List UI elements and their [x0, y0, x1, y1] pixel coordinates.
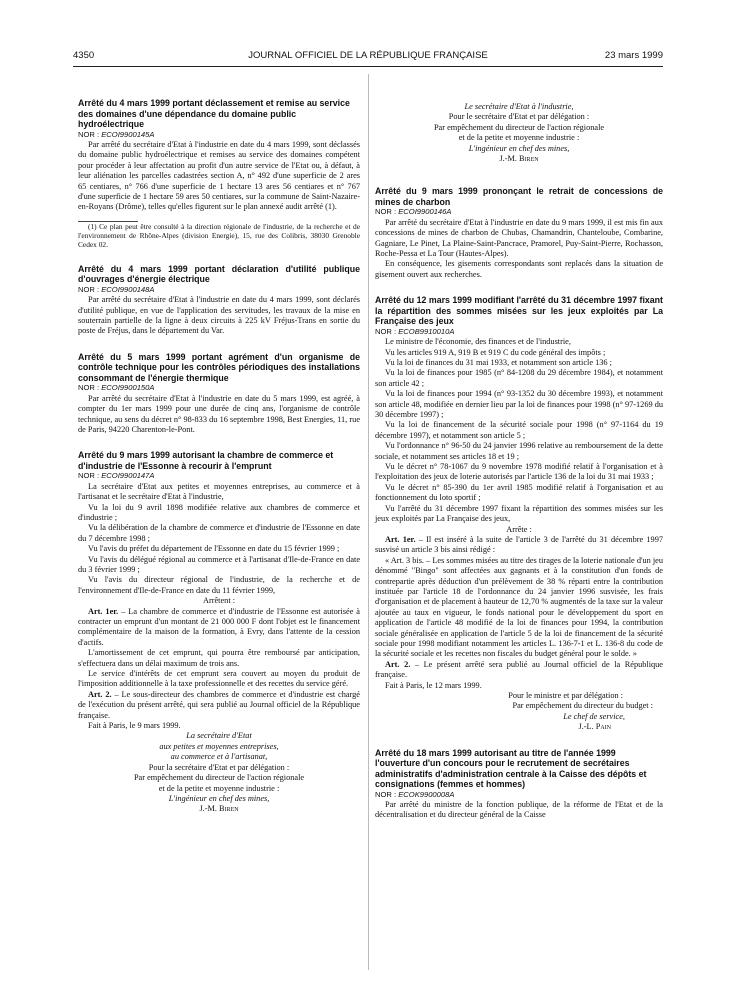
article-body: Par arrêté du secrétaire d'Etat à l'industrie en date du 9 mars 1999, il est mis fin aux concessions de mines de charbon de Chubas, Chamandrin, Chanteloube, Combarine, Gagniare, Le Pinet, La Plaine-Saint-Pancrace, Pramorel, Puy-Saint-Pierre, Rochasson, Roche-Pessa et La Tour (Hautes-Alpes). [375, 217, 663, 259]
article-body: Par arrêté du secrétaire d'Etat à l'industrie en date du 4 mars 1999, sont déclarés d'utilité publique, en vue de l'application des servitudes, les travaux de la mise en souterrain partielle de la ligne à deux circuits à 225 kV Fréjus-Trans en sortie du poste de Fréjus, dans le département du Var. [78, 295, 360, 336]
signature-line: Par empêchement du directeur de l'action régionale [133, 773, 305, 783]
article-title: Arrêté du 5 mars 1999 portant agrément d'un organisme de contrôle technique pour les contrôles périodiques des installations consommant de l'énergie thermique [78, 351, 360, 383]
signature-line: Le chef de service, [563, 711, 625, 721]
article-declassement [78, 98, 360, 249]
article-retrait-concessions [375, 186, 663, 280]
footnote: (1) Ce plan peut être consulté à la direction régionale de l'industrie, de la recherche et de l'environnement de Rhône-Alpes (division Energie), 15, rue des Colibris, 38030 Grenoble Cedex 02. [78, 221, 360, 249]
signature-line: L'ingénieur en chef des mines, [468, 143, 570, 153]
signature-line: Par empêchement du directeur du budget : [512, 701, 653, 711]
nor-reference: NOR : ECOI9900146A [375, 207, 452, 217]
signature-line: et de la petite et moyenne industrie : [458, 133, 580, 143]
signatory-name: J.-M. Biren [199, 804, 239, 814]
signature-line: L'ingénieur en chef des mines, [168, 793, 270, 803]
issue-date: 23 mars 1999 [604, 50, 663, 61]
signature-line: au commerce et à l'artisanat, [170, 752, 268, 762]
signature-line: Le secrétaire d'Etat à l'industrie, [464, 102, 574, 111]
visa-line: Vu le décret n° 78-1067 du 9 novembre 1978 modifié relatif à l'organisation et à l'exploitation des jeux de loterie autorisés par l'article 136 de la loi du 31 mai 1933 ; [375, 462, 663, 482]
column-divider [368, 74, 369, 970]
visa-line: Vu la loi de finances pour 1994 (n° 93-1352 du 30 décembre 1993), et notamment son article 48, modifiée en dernier lieu par la loi de finances pour 1998 (n° 97-1269 du 30 décembre 1997) ; [375, 389, 663, 420]
article-concours-cdc [375, 748, 663, 821]
article-body: Par arrêté du secrétaire d'Etat à l'industrie en date du 4 mars 1999, sont déclassés du domaine public hydroélectrique et remises au service des domaines compétent pour procéder à leur affectation au profit d'un autre service de l'Etat ou, à défaut, à leur aliénation les parcelles cadastrées section A, n° 492 d'une superficie de 2 ares 65 centiares, n° 766 d'une superficie de 1 hectare 13 ares 56 centiares et n° 767 d'une superficie de 1 hectare 59 ares 50 centiares, sur la commune de Saint-Nazaire-en-Royans (Drôme), telles qu'elles figurent sur le plan annexé audit arrêté (1). [78, 139, 360, 212]
article-paragraph: Le service d'intérêts de cet emprunt sera couvert au moyen du produit de l'imposition additionnelle à la taxe professionnelle et des recettes du service géré. [78, 669, 360, 689]
nor-reference: NOR : ECOI9900145A [78, 129, 155, 139]
visa-line: Vu les articles 919 A, 919 B et 919 C du code général des impôts ; [385, 347, 606, 357]
article-body: Par arrêté du secrétaire d'Etat à l'industrie en date du 5 mars 1999, est agréé, à compter du 1er mars 1999 pour une durée de cinq ans, l'organisme de contrôle technique, au sens du décret n° 98-833 du 16 septembre 1998, Best Energies, 11, rue de Paris, 94220 Charenton-le-Pont. [78, 393, 360, 434]
article-body: Par arrêté du ministre de la fonction publique, de la réforme de l'Etat et de la décentralisation et du directeur général de la Caisse [375, 800, 663, 820]
article-emprunt-essonne [78, 450, 360, 814]
article-paragraph: Art. 1er. – Il est inséré à la suite de l'article 3 de l'arrêté du 31 décembre 1997 susvisé un article 3 bis ainsi rédigé : [375, 534, 664, 555]
article-title: Arrêté du 4 mars 1999 portant déclassement et remise au service des domaines d'une dépendance du domaine public hydroélectrique [78, 98, 350, 129]
visa-line: Vu la loi de financement de la sécurité sociale pour 1998 (n° 97-1164 du 19 décembre 1997), et notamment son article 5 ; [375, 420, 663, 440]
article-title: Arrêté du 18 mars 1999 autorisant au titre de l'année 1999 l'ouverture d'un concours pour le recrutement de secrétaires administratifs d'administration centrale à la Caisse des dépôts et consignations (femmes et hommes) [375, 747, 647, 790]
article-agrement [78, 352, 360, 436]
visa-line: Vu la loi de finances du 31 mai 1933, et notamment son article 136 ; [385, 358, 612, 367]
nor-reference: NOR : ECOI9900150A [78, 383, 155, 393]
page-header [73, 50, 663, 66]
article-title: Arrêté du 9 mars 1999 prononçant le retrait de concessions de mines de charbon [375, 186, 663, 207]
visa-line: Vu l'avis du délégué régional au commerce et à l'artisanat d'Ile-de-France en date du 3 février 1999 ; [78, 554, 360, 574]
signature-line: La secrétaire d'Etat [186, 731, 252, 741]
page-number: 4350 [73, 50, 95, 61]
signature-line: aux petites et moyennes entreprises, [159, 741, 279, 751]
signature-line: Par empêchement du directeur de l'action régionale [433, 122, 605, 132]
visa-line: Vu la délibération de la chambre de commerce et d'industrie de l'Essonne en date du 7 décembre 1998 ; [78, 523, 360, 543]
done-at-line: Fait à Paris, le 12 mars 1999. [385, 680, 482, 690]
visa-line: Vu l'avis du directeur régional de l'industrie, de la recherche et de l'environnement d'Ile-de-France en date du 11 février 1999, [78, 575, 360, 595]
visa-line: Vu le décret n° 85-390 du 1er avril 1985 modifié relatif à l'organisation et au fonctionnement du loto sportif ; [375, 482, 663, 503]
visa-line: Vu la loi du 9 avril 1898 modifiée relative aux chambres de commerce et d'industrie ; [78, 502, 360, 522]
arrete-label: Arrête : [506, 524, 532, 534]
visa-line: Le ministre de l'économie, des finances et de l'industrie, [385, 337, 571, 347]
signature-line: et de la petite et moyenne industrie : [158, 783, 280, 793]
visa-line: Vu l'avis du préfet du département de l'Essonne en date du 15 février 1999 ; [88, 544, 340, 554]
article-paragraph: Art. 1er. – La chambre de commerce et d'industrie de l'Essonne est autorisée à contracter un emprunt d'un montant de 21 000 000 F dont l'objet est le financement complémentaire de la maison de la formation, à Evry, dans l'attente de la cession d'actifs. [78, 606, 360, 647]
article-title: Arrêté du 9 mars 1999 autorisant la chambre de commerce et d'industrie de l'Essonne à recourir à l'emprunt [78, 450, 334, 471]
nor-reference: NOR : ECOB9910010A [375, 326, 455, 336]
done-at-line: Fait à Paris, le 9 mars 1999. [88, 721, 181, 731]
signature-line: Pour le ministre et par délégation : [508, 691, 623, 700]
nor-reference: NOR : ECOI9900147A [78, 471, 155, 481]
signature-line: Pour le secrétaire d'Etat et par délégation : [448, 112, 590, 122]
arretent-label: Arrêtent : [202, 596, 236, 606]
quoted-article: « Art. 3 bis. – Les sommes misées au titre des tirages de la loterie nationale d'un jeu dénommé "Bingo" sont affectées aux gagnants et à la constitution d'un fonds de contrepartie après déduction d'un prélèvement de 38 % réparti entre la contribution instituée par l'article 18 de l'ordonnance du 24 janvier 1996 susvisée, les frais d'organisation et de placement à hauteur de 12,70 % augmentés de la taxe sur la valeur ajoutée au taux en vigueur, le fonds national pour le développement du sport en application de l'article 48 modifié de la loi de finances pour 1994, la contribution sociale généralisée en application de l'article 5 de la loi de financement de la sécurité sociale pour 1998 modifiant notamment les articles L. 136-7-1 et L. 136-8 du code de la sécurité sociale et les recettes non fiscales du budget général pour le solde. » [375, 555, 663, 659]
article-body: En conséquence, les gisements correspondants sont replacés dans la situation de gisement ouvert aux recherches. [375, 259, 663, 279]
article-paragraph: Art. 2. – Le sous-directeur des chambres de commerce et d'industrie est chargé de l'exécution du présent arrêté, qui sera publié au Journal officiel de la République française. [78, 689, 360, 720]
article-paragraph: L'amortissement de cet emprunt, qui pourra être remboursé par anticipation, s'effectuera dans un délai maximum de trois ans. [78, 648, 360, 668]
visa-line: Vu l'arrêté du 31 décembre 1997 fixant la répartition des sommes misées sur les jeux exploités par La Française des jeux, [375, 503, 663, 524]
signatory-name: J.-L. Pain [578, 722, 611, 732]
header-rule [73, 66, 663, 67]
nor-reference: NOR : ECOK9900008A [375, 789, 455, 799]
article-title: Arrêté du 4 mars 1999 portant déclaration d'utilité publique d'ouvrages d'énergie électrique [78, 263, 360, 285]
article-paragraph: Art. 2. – Le présent arrêté sera publié au Journal officiel de la République française. [375, 659, 663, 680]
article-utilite-publique [78, 264, 360, 337]
visa-line: La secrétaire d'Etat aux petites et moyennes entreprises, au commerce et à l'artisanat et le secrétaire d'Etat à l'industrie, [78, 481, 360, 502]
visa-line: Vu la loi de finances pour 1985 (n° 84-1208 du 29 décembre 1984), et notamment son article 42 ; [375, 368, 663, 388]
continued-signature [375, 102, 663, 164]
signature-line: Pour la secrétaire d'Etat et par délégation : [148, 762, 290, 772]
signatory-name: J.-M. Biren [499, 154, 539, 164]
nor-reference: NOR : ECOI9900148A [78, 284, 155, 294]
article-francaise-des-jeux [375, 295, 663, 732]
right-column [375, 102, 663, 836]
article-title: Arrêté du 12 mars 1999 modifiant l'arrêté du 31 décembre 1997 fixant la répartition des sommes misées sur les jeux exploités par La Française des jeux [375, 295, 663, 327]
visa-line: Vu l'ordonnance n° 96-50 du 24 janvier 1996 relative au remboursement de la dette sociale, et notamment ses articles 18 et 19 ; [375, 441, 663, 461]
journal-title: JOURNAL OFFICIEL DE LA RÉPUBLIQUE FRANÇAISE [248, 50, 488, 61]
left-column [78, 98, 360, 830]
